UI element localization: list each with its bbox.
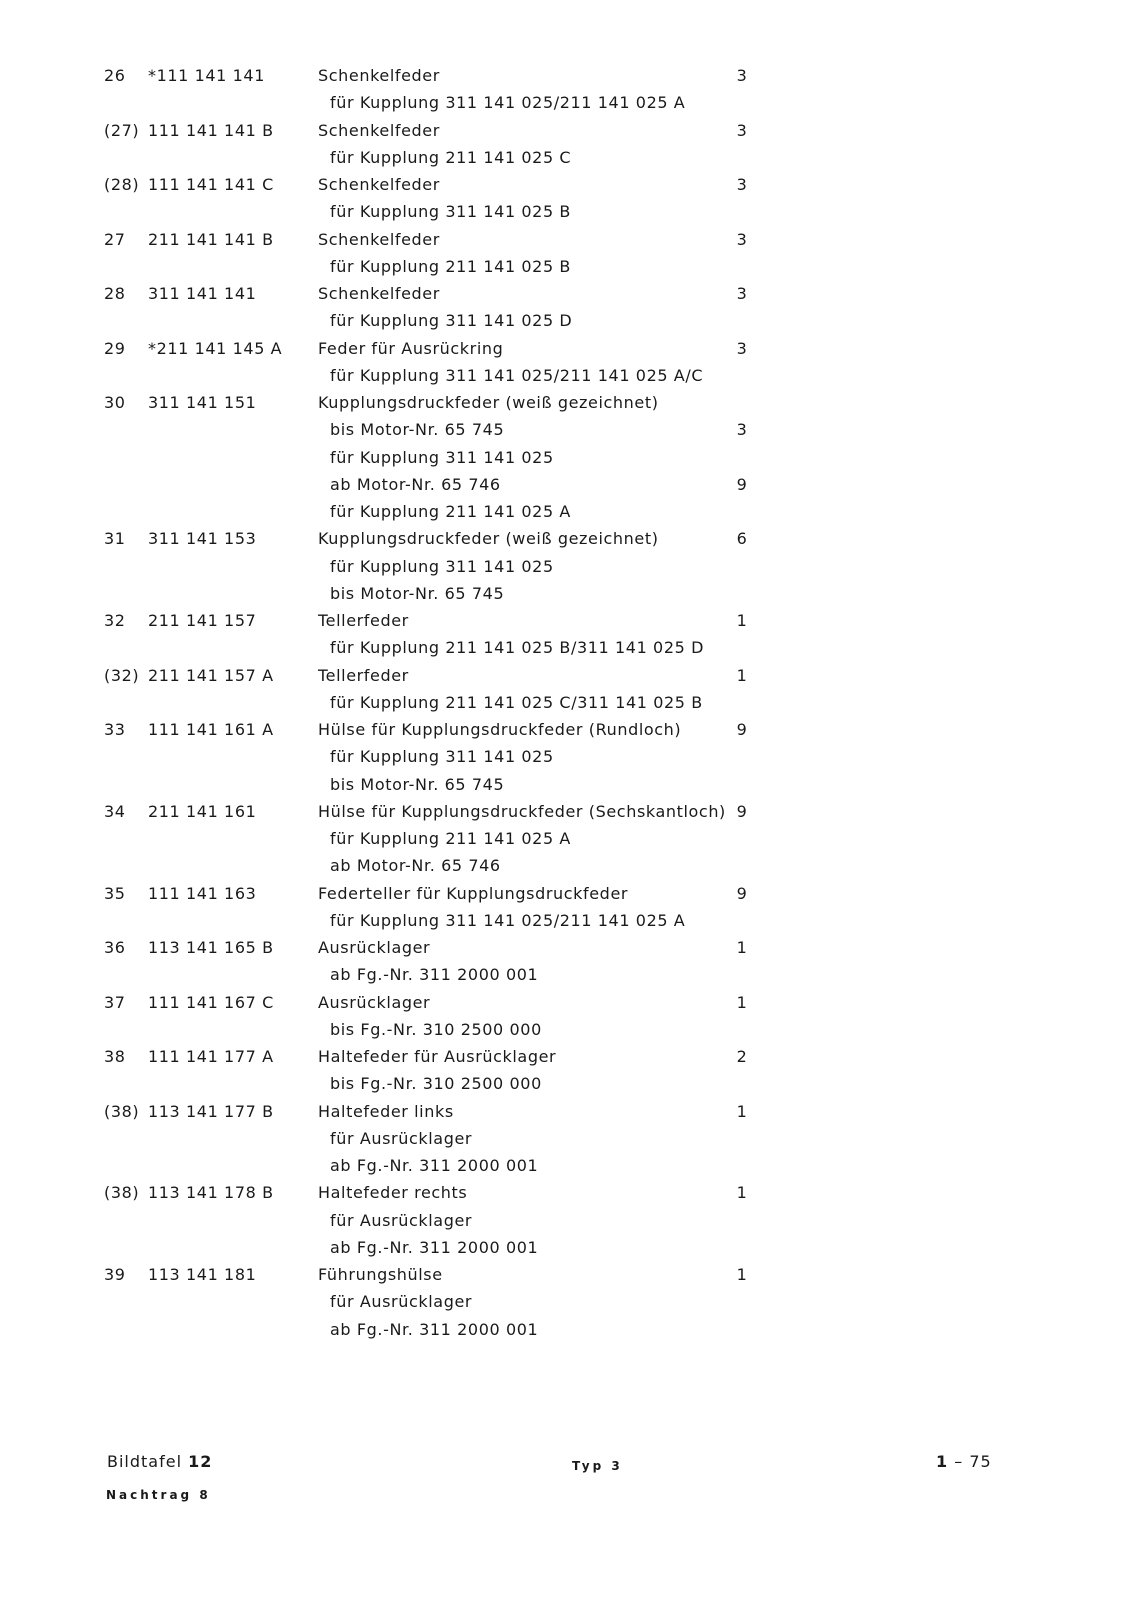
part-description: Führungshülse	[318, 1265, 443, 1284]
part-note: bis Motor-Nr. 65 745	[330, 774, 505, 794]
part-description: Haltefeder links	[318, 1101, 454, 1121]
position-number: (32)	[104, 665, 140, 685]
part-description: Schenkelfeder	[318, 284, 440, 303]
parts-row	[0, 580, 1134, 608]
part-number: 113 141 177 B	[148, 1101, 274, 1121]
position-number: 37	[104, 992, 126, 1012]
part-note: für Kupplung 311 141 025/211 141 025 A/C	[330, 365, 704, 385]
parts-row	[0, 416, 1134, 444]
part-note: für Kupplung 311 141 025	[330, 747, 554, 767]
parts-row	[0, 662, 1134, 690]
part-note: ab Fg.-Nr. 311 2000 001	[330, 1237, 539, 1257]
part-number: 111 141 163	[148, 883, 257, 903]
quantity: 9	[736, 720, 748, 739]
parts-row	[0, 1016, 1134, 1044]
quantity: 3	[736, 175, 748, 194]
part-number: 113 141 165 B	[148, 938, 274, 957]
parts-row	[0, 389, 1134, 417]
part-description: Kupplungsdruckfeder (weiß gezeichnet)	[318, 393, 659, 412]
parts-row	[0, 1288, 1134, 1316]
parts-row	[0, 907, 1134, 935]
parts-row	[0, 144, 1134, 172]
quantity: 1	[736, 992, 748, 1012]
part-note: für Kupplung 211 141 025 A	[330, 829, 571, 848]
parts-row	[0, 1316, 1134, 1344]
parts-row	[0, 771, 1134, 799]
part-number: *211 141 145 A	[148, 338, 283, 358]
part-description: Federteller für Kupplungsdruckfeder	[318, 883, 629, 903]
quantity: 3	[736, 338, 748, 358]
part-description: Ausrücklager	[318, 938, 431, 957]
parts-row	[0, 716, 1134, 744]
part-number: 111 141 141 C	[148, 175, 274, 194]
parts-row	[0, 989, 1134, 1017]
part-note: für Kupplung 311 141 025	[330, 556, 554, 576]
parts-row	[0, 525, 1134, 553]
part-description: Haltefeder rechts	[318, 1183, 468, 1203]
position-number: 34	[104, 801, 126, 821]
part-note: für Kupplung 311 141 025/211 141 025 A	[330, 93, 686, 113]
position-number: 36	[104, 938, 126, 957]
parts-row	[0, 1234, 1134, 1262]
quantity: 3	[736, 120, 748, 140]
quantity: 3	[736, 229, 748, 249]
part-note: ab Fg.-Nr. 311 2000 001	[330, 965, 539, 985]
part-note: für Kupplung 311 141 025 D	[330, 311, 573, 331]
part-description: Schenkelfeder	[318, 229, 440, 249]
part-description: Tellerfeder	[318, 611, 409, 630]
part-note: ab Fg.-Nr. 311 2000 001	[330, 1319, 539, 1339]
part-number: 111 141 177 A	[148, 1047, 274, 1066]
part-note: ab Motor-Nr. 65 746	[330, 474, 501, 494]
nachtrag-label: Nachtrag 8	[106, 1488, 211, 1502]
quantity: 9	[736, 801, 748, 821]
parts-row	[0, 471, 1134, 499]
part-description: Schenkelfeder	[318, 175, 440, 194]
parts-row	[0, 607, 1134, 635]
part-number: 311 141 151	[148, 393, 257, 412]
part-number: 311 141 141	[148, 284, 257, 303]
quantity: 1	[736, 611, 748, 630]
parts-row	[0, 89, 1134, 117]
quantity: 9	[736, 474, 748, 494]
part-description: Hülse für Kupplungsdruckfeder (Rundloch)	[318, 720, 682, 739]
position-number: 33	[104, 720, 126, 739]
quantity: 1	[736, 665, 748, 685]
position-number: (27)	[104, 120, 140, 140]
part-description: Feder für Ausrückring	[318, 338, 504, 358]
position-number: 29	[104, 338, 126, 358]
parts-row	[0, 335, 1134, 363]
part-number: *111 141 141	[148, 66, 265, 85]
parts-row	[0, 1207, 1134, 1235]
parts-row	[0, 798, 1134, 826]
part-note: bis Motor-Nr. 65 745	[330, 420, 505, 440]
position-number: 31	[104, 529, 126, 549]
part-number: 211 141 141 B	[148, 229, 274, 249]
position-number: (38)	[104, 1101, 140, 1121]
parts-row	[0, 62, 1134, 90]
quantity: 1	[736, 938, 748, 957]
parts-row	[0, 1152, 1134, 1180]
part-note: für Kupplung 311 141 025/211 141 025 A	[330, 910, 686, 930]
position-number: (28)	[104, 175, 140, 194]
part-description: Schenkelfeder	[318, 120, 440, 140]
parts-row	[0, 852, 1134, 880]
position-number: 27	[104, 229, 126, 249]
parts-row	[0, 226, 1134, 254]
position-number: 39	[104, 1265, 126, 1284]
part-number: 211 141 161	[148, 801, 257, 821]
parts-row	[0, 880, 1134, 908]
parts-row	[0, 1179, 1134, 1207]
parts-row	[0, 1070, 1134, 1098]
parts-row	[0, 1043, 1134, 1071]
part-number: 111 141 161 A	[148, 720, 274, 739]
position-number: 32	[104, 611, 126, 630]
part-note: bis Fg.-Nr. 310 2500 000	[330, 1074, 542, 1094]
position-number: 38	[104, 1047, 126, 1066]
part-description: Ausrücklager	[318, 992, 431, 1012]
part-note: für Kupplung 311 141 025	[330, 447, 554, 467]
parts-row	[0, 1261, 1134, 1289]
part-note: für Ausrücklager	[330, 1210, 473, 1230]
part-description: Schenkelfeder	[318, 66, 440, 85]
parts-row	[0, 961, 1134, 989]
type-label: Typ 3	[572, 1459, 623, 1473]
part-number: 113 141 178 B	[148, 1183, 274, 1203]
part-note: für Kupplung 211 141 025 B/311 141 025 D	[330, 638, 704, 658]
parts-row	[0, 307, 1134, 335]
parts-row	[0, 253, 1134, 281]
parts-row	[0, 1125, 1134, 1153]
part-number: 111 141 141 B	[148, 120, 274, 140]
part-note: für Ausrücklager	[330, 1128, 473, 1148]
position-number: 28	[104, 284, 126, 303]
parts-row	[0, 634, 1134, 662]
parts-row	[0, 498, 1134, 526]
part-note: bis Fg.-Nr. 310 2500 000	[330, 1019, 542, 1039]
quantity: 2	[736, 1047, 748, 1066]
parts-row	[0, 198, 1134, 226]
parts-row	[0, 171, 1134, 199]
part-description: Kupplungsdruckfeder (weiß gezeichnet)	[318, 529, 659, 549]
parts-row	[0, 1098, 1134, 1126]
parts-row	[0, 553, 1134, 581]
parts-row	[0, 362, 1134, 390]
part-note: für Kupplung 211 141 025 B	[330, 256, 572, 276]
parts-row	[0, 689, 1134, 717]
part-note: für Kupplung 211 141 025 C/311 141 025 B	[330, 692, 703, 712]
part-number: 111 141 167 C	[148, 992, 274, 1012]
quantity: 3	[736, 420, 748, 440]
parts-row	[0, 117, 1134, 145]
part-note: bis Motor-Nr. 65 745	[330, 583, 505, 603]
page-number: 1 – 75	[936, 1452, 992, 1471]
position-number: 26	[104, 66, 126, 85]
part-note: für Kupplung 311 141 025 B	[330, 202, 572, 222]
part-number: 311 141 153	[148, 529, 257, 549]
quantity: 1	[736, 1101, 748, 1121]
parts-row	[0, 743, 1134, 771]
position-number: 35	[104, 883, 126, 903]
position-number: (38)	[104, 1183, 140, 1203]
parts-row	[0, 825, 1134, 853]
part-description: Hülse für Kupplungsdruckfeder (Sechskantloch)	[318, 801, 726, 821]
part-note: ab Fg.-Nr. 311 2000 001	[330, 1156, 539, 1175]
quantity: 1	[736, 1265, 748, 1284]
part-note: für Kupplung 211 141 025 C	[330, 147, 572, 167]
quantity: 6	[736, 529, 748, 549]
position-number: 30	[104, 393, 126, 412]
bildtafel-number: 12	[188, 1452, 213, 1471]
part-number: 113 141 181	[148, 1265, 257, 1284]
part-description: Tellerfeder	[318, 665, 409, 685]
quantity: 1	[736, 1183, 748, 1203]
part-number: 211 141 157 A	[148, 665, 274, 685]
parts-row	[0, 444, 1134, 472]
part-note: für Kupplung 211 141 025 A	[330, 502, 571, 521]
part-note: ab Motor-Nr. 65 746	[330, 856, 501, 876]
parts-row	[0, 934, 1134, 962]
parts-row	[0, 280, 1134, 308]
part-note: für Ausrücklager	[330, 1292, 473, 1312]
quantity: 3	[736, 284, 748, 303]
bildtafel-label: Bildtafel 12	[107, 1452, 213, 1471]
part-description: Haltefeder für Ausrücklager	[318, 1047, 557, 1066]
part-number: 211 141 157	[148, 611, 257, 630]
quantity: 9	[736, 883, 748, 903]
quantity: 3	[736, 66, 748, 85]
